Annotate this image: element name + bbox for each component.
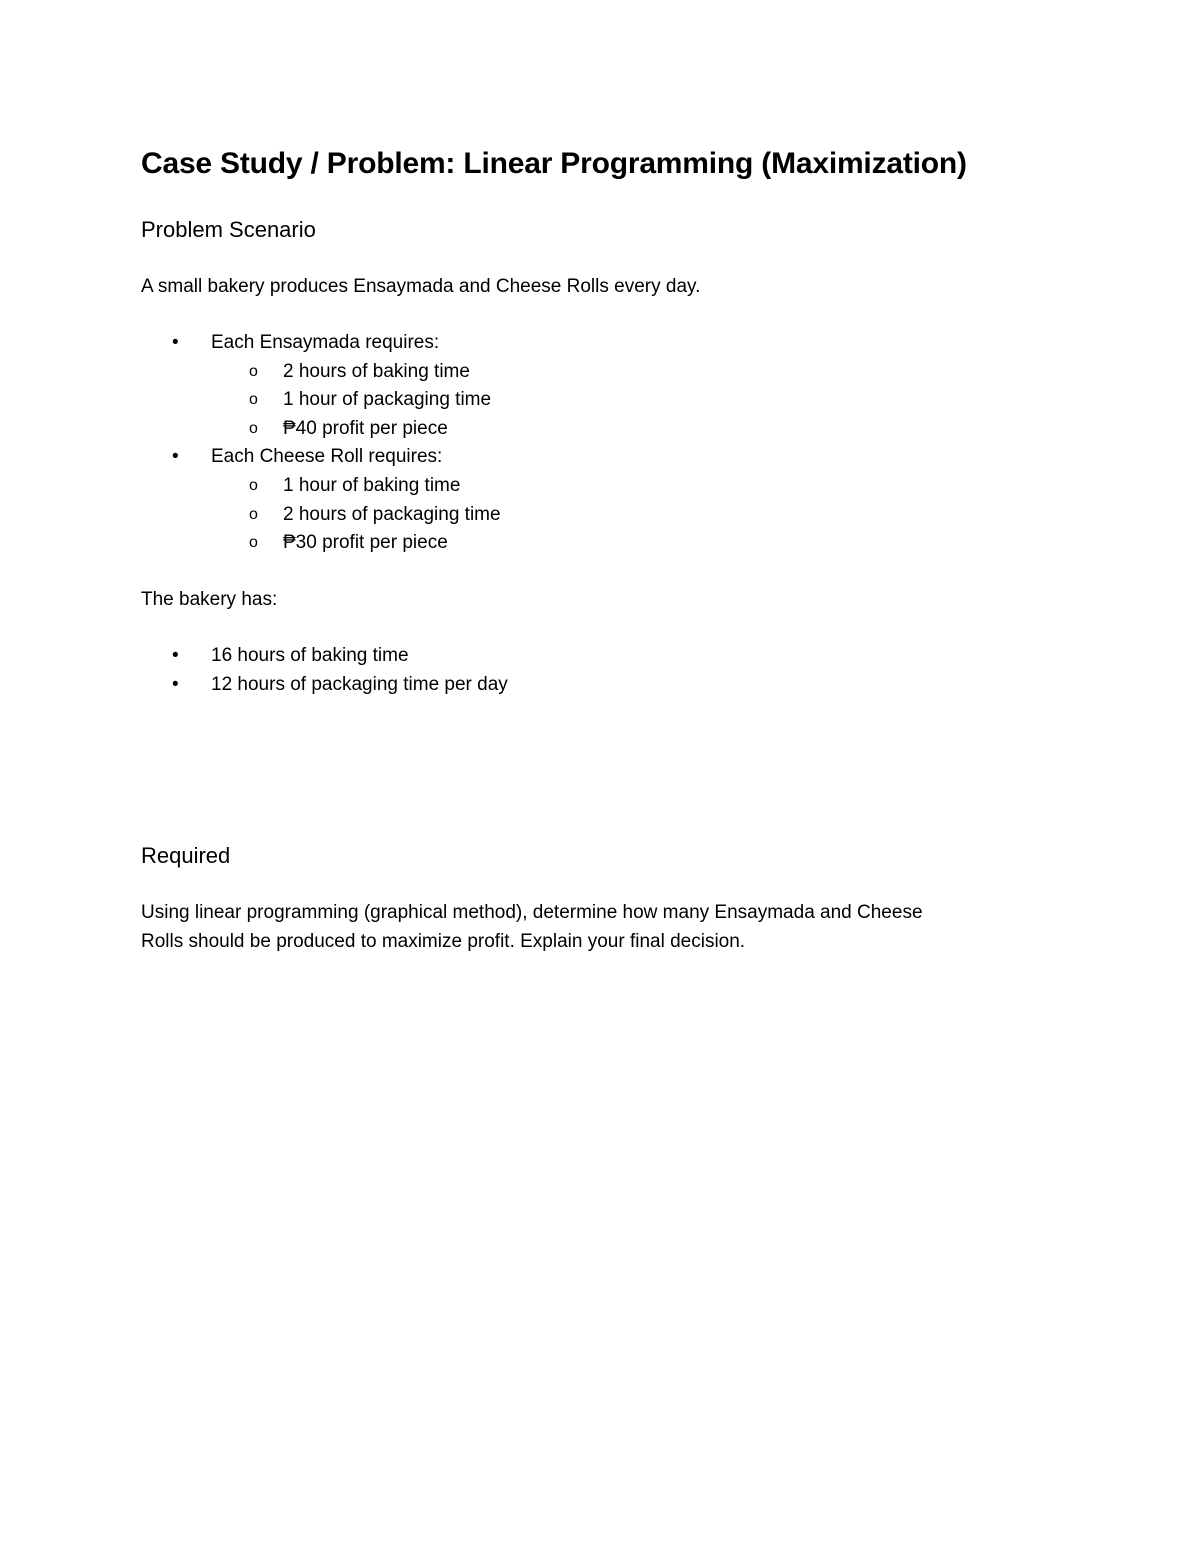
requirement-item: ₱40 profit per piece	[283, 417, 448, 439]
sub-bullet-icon: o	[249, 505, 258, 523]
list-item	[0, 329, 1200, 358]
product-label: Each Cheese Roll requires:	[211, 446, 443, 468]
requirement-item: 1 hour of baking time	[283, 474, 461, 496]
required-text-line: Using linear programming (graphical method), determine how many Ensaymada and Cheese	[141, 902, 923, 923]
list-item	[0, 386, 1200, 415]
requirement-item: 1 hour of packaging time	[283, 389, 492, 411]
product-label: Each Ensaymada requires:	[211, 332, 440, 353]
required-text-line: Rolls should be produced to maximize profit. Explain your final decision.	[141, 930, 746, 952]
list-item	[0, 443, 1200, 472]
required-text	[141, 899, 1041, 956]
list-item	[0, 529, 1200, 558]
list-item	[0, 642, 1200, 671]
list-item	[0, 501, 1200, 530]
required-heading: Required	[141, 843, 231, 868]
page-title: Case Study / Problem: Linear Programming (Maximization)	[141, 147, 967, 180]
resource-item: 16 hours of baking time	[211, 645, 409, 666]
resources-intro: The bakery has:	[141, 589, 278, 610]
list-item	[0, 358, 1200, 387]
requirement-item: 2 hours of packaging time	[283, 503, 501, 525]
scenario-intro: A small bakery produces Ensaymada and Cheese Rolls every day.	[141, 276, 701, 297]
bullet-icon: •	[172, 446, 179, 468]
bullet-icon: •	[172, 673, 179, 695]
requirement-item: 2 hours of baking time	[283, 360, 470, 382]
bullet-icon: •	[172, 645, 179, 666]
list-item	[0, 415, 1200, 444]
sub-bullet-icon: o	[249, 534, 258, 552]
sub-bullet-icon: o	[249, 476, 258, 494]
scenario-heading: Problem Scenario	[141, 217, 316, 242]
requirement-item: ₱30 profit per piece	[283, 532, 448, 554]
sub-bullet-icon: o	[249, 362, 258, 380]
list-item	[0, 671, 1200, 700]
sub-bullet-icon: o	[249, 391, 258, 409]
sub-bullet-icon: o	[249, 419, 258, 437]
product-requirements-list	[0, 329, 1200, 558]
bullet-icon: •	[172, 332, 179, 353]
resource-item: 12 hours of packaging time per day	[211, 673, 508, 695]
resources-list	[0, 642, 1200, 699]
list-item	[0, 472, 1200, 501]
